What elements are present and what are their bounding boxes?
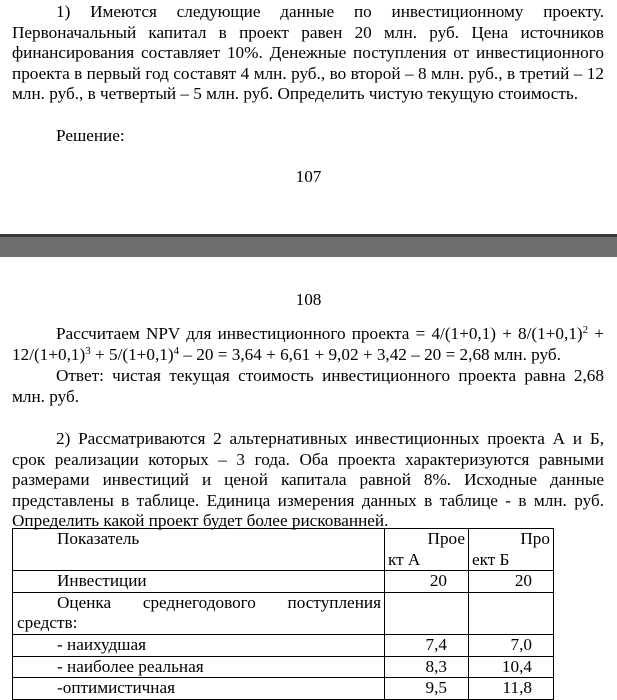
row-label-line2: средств: <box>17 613 78 633</box>
projects-table <box>12 528 554 700</box>
row-value-a <box>385 592 469 634</box>
row-label: Инвестиции <box>13 571 385 593</box>
row-label-line1: Оценка среднегодового поступления <box>57 592 381 612</box>
header-project-a-line1: Прое <box>427 529 465 548</box>
table-row <box>13 592 554 634</box>
answer-text: Ответ: чистая текущая стоимость инвестиционного проекта равна 2,68 млн. руб. <box>12 366 604 406</box>
row-label <box>13 592 385 634</box>
row-value-b: 11,8 <box>469 678 554 700</box>
calc-exp1: 2 <box>582 324 589 336</box>
table-row <box>13 656 554 678</box>
calc-part2: + 12/(1+0,1) <box>12 324 604 364</box>
row-value-b <box>469 592 554 634</box>
header-indicator: Показатель <box>13 529 385 571</box>
calc-part4: – 20 = 3,64 + 6,61 + 9,02 + 3,42 – 20 = 2,68 млн. руб. <box>179 344 561 364</box>
npv-calculation <box>12 324 604 365</box>
calc-part3: + 5/(1+0,1) <box>90 344 174 364</box>
problem2-text: 2) Рассматриваются 2 альтернативных инвестиционных проекта А и Б, срок реализации которых – 3 года. Оба проекта характеризуются равными размерами инвестиций и ценой капитала равной 8%. Исходные данные представлены в таблице. Единица измерения данных в таблице - в млн. руб. Определить какой проект будет более рискованней. <box>12 429 604 531</box>
row-label: - наихудшая <box>13 634 385 656</box>
row-value-a: 7,4 <box>385 634 469 656</box>
header-project-a <box>385 529 469 571</box>
header-project-b-line2: ект Б <box>472 549 510 569</box>
page-break-divider <box>0 237 617 257</box>
problem1-text: 1) Имеются следующие данные по инвестиционному проекту. Первоначальный капитал в проект равен 20 млн. руб. Цена источников финансирования составляет 10%. Денежные поступления от инвестиционного проекта в первый год составят 4 млн. руб., во второй – 8 млн. руб., в третий – 12 млн. руб., в четвертый – 5 млн. руб. Определить чистую текущую стоимость. <box>12 2 604 104</box>
page-number-108: 108 <box>295 290 322 309</box>
page-number-107: 107 <box>295 167 322 186</box>
row-value-b: 7,0 <box>469 634 554 656</box>
solution-label: Решение: <box>56 126 125 145</box>
row-value-b: 20 <box>469 571 554 593</box>
row-value-b: 10,4 <box>469 656 554 678</box>
table-row <box>13 634 554 656</box>
row-label: -оптимистичная <box>13 678 385 700</box>
table-row <box>13 571 554 593</box>
calc-part1: Рассчитаем NPV для инвестиционного проекта = 4/(1+0,1) + 8/(1+0,1) <box>56 324 583 343</box>
row-value-a: 9,5 <box>385 678 469 700</box>
calc-exp2: 3 <box>85 344 91 357</box>
row-value-a: 20 <box>385 571 469 593</box>
row-label: - наиболее реальная <box>13 656 385 678</box>
table-row <box>13 678 554 700</box>
row-value-a: 8,3 <box>385 656 469 678</box>
table-header-row <box>13 529 554 571</box>
calc-exp3: 4 <box>173 344 180 357</box>
header-project-a-line2: кт А <box>388 549 421 569</box>
header-project-b <box>469 529 554 571</box>
header-project-b-line1: Про <box>520 529 550 548</box>
